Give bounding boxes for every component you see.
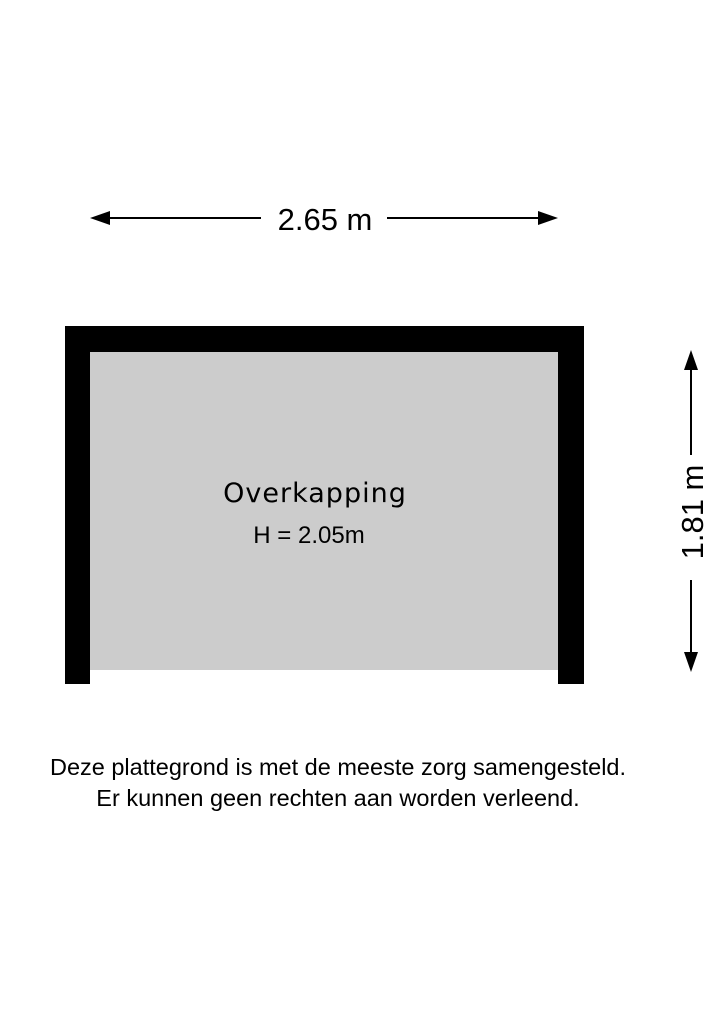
width-dimension-label: 2.65 m [277,202,373,237]
room-floor [90,352,558,670]
room-height-label: H = 2.05m [253,522,365,549]
depth-dimension-label: 1.81 m [675,464,710,560]
width-dimension [90,202,558,237]
width-dimension-arrow-left [90,211,110,225]
room-overkapping [65,326,584,684]
room-name-label: Overkapping [223,478,407,509]
disclaimer [0,752,676,814]
wall-left [65,326,90,684]
width-dimension-arrow-right [538,211,558,225]
disclaimer-line-1: Deze plattegrond is met de meeste zorg samengesteld. [49,754,627,780]
wall-right [558,326,584,684]
depth-dimension-arrow-top [684,350,698,370]
wall-top [65,326,584,352]
depth-dimension-arrow-bottom [684,652,698,672]
disclaimer-line-2: Er kunnen geen rechten aan worden verleend. [96,785,580,811]
depth-dimension [675,350,710,672]
